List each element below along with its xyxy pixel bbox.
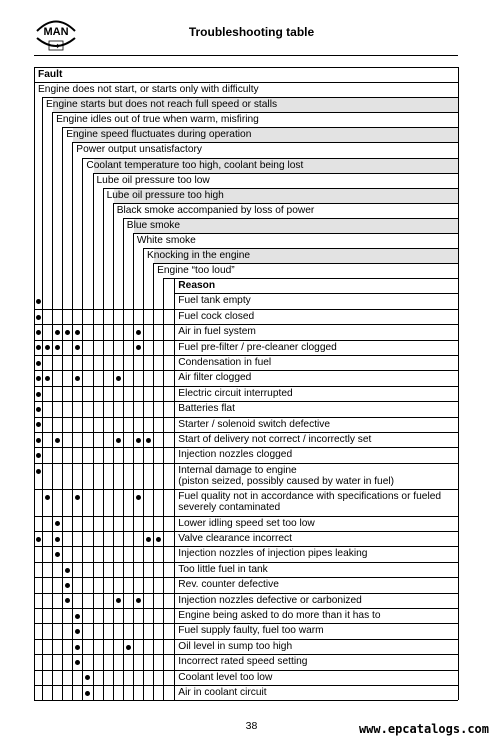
reason-label: Fuel quality not in accordance with specifications or fueled severely contaminated xyxy=(178,491,442,514)
fault-header: Fault xyxy=(38,69,63,80)
fault-label: Engine “too loud” xyxy=(157,265,235,277)
table-border-right xyxy=(458,67,459,700)
site-url: www.epcatalogs.com xyxy=(358,722,489,736)
fault-mark-dot xyxy=(45,376,50,381)
row-rule xyxy=(34,340,458,341)
fault-mark-dot xyxy=(36,469,41,474)
fault-mark-dot xyxy=(55,521,60,526)
row-rule xyxy=(34,562,458,563)
fault-label: Power output unsatisfactory xyxy=(76,144,203,156)
fault-column-line xyxy=(163,278,164,700)
fault-mark-dot xyxy=(85,691,90,696)
fault-mark-dot xyxy=(75,495,80,500)
fault-band xyxy=(134,218,458,233)
fault-mark-dot xyxy=(85,675,90,680)
fault-mark-dot xyxy=(55,345,60,350)
fault-mark-dot xyxy=(156,537,161,542)
reason-label: Start of delivery not correct / incorrectly set xyxy=(178,434,372,445)
fault-column-line xyxy=(82,158,83,701)
reason-column-line xyxy=(174,278,175,700)
reason-label: Too little fuel in tank xyxy=(178,563,268,575)
row-rule xyxy=(34,608,458,609)
row-rule xyxy=(34,593,458,594)
fault-mark-dot xyxy=(45,345,50,350)
fault-mark-dot xyxy=(36,315,41,320)
row-rule xyxy=(34,386,458,387)
fault-mark-dot xyxy=(116,376,121,381)
fault-mark-dot xyxy=(116,438,121,443)
fault-column-line xyxy=(52,112,53,700)
reason-label: Fuel tank empty xyxy=(178,295,251,307)
fault-mark-dot xyxy=(55,438,60,443)
reason-label: Valve clearance incorrect xyxy=(178,533,292,544)
fault-mark-dot xyxy=(55,330,60,335)
fault-mark-dot xyxy=(75,645,80,650)
fault-mark-dot xyxy=(116,598,121,603)
reason-label: Incorrect rated speed setting xyxy=(178,656,308,668)
fault-mark-dot xyxy=(136,598,141,603)
fault-column-line xyxy=(72,142,73,700)
reason-label: Rev. counter defective xyxy=(178,579,279,591)
reason-label: Injection nozzles defective or carbonized xyxy=(178,594,362,606)
row-rule xyxy=(34,447,458,448)
fault-column-line xyxy=(42,97,43,700)
row-rule xyxy=(34,401,458,402)
reason-label: Starter / solenoid switch defective xyxy=(178,418,331,430)
fault-mark-dot xyxy=(36,330,41,335)
fault-mark-dot xyxy=(36,453,41,458)
fault-label: Black smoke accompanied by loss of power xyxy=(116,204,315,216)
fault-label: Lube oil pressure too low xyxy=(96,174,210,186)
fault-label: Engine speed fluctuates during operation xyxy=(66,129,252,141)
reason-label: Fuel pre-filter / pre-cleaner clogged xyxy=(178,341,337,353)
fault-mark-dot xyxy=(65,583,70,588)
fault-mark-dot xyxy=(65,330,70,335)
fault-label: Engine starts but does not reach full speed or stalls xyxy=(46,99,278,111)
reason-label: Fuel supply faulty, fuel too warm xyxy=(178,625,324,637)
row-rule xyxy=(34,370,458,371)
row-rule xyxy=(34,700,458,701)
row-rule xyxy=(34,531,458,532)
fault-label: Knocking in the engine xyxy=(147,250,251,262)
reason-label: Air in fuel system xyxy=(178,326,256,338)
fault-mark-dot xyxy=(75,376,80,381)
fault-mark-dot xyxy=(65,598,70,603)
fault-mark-dot xyxy=(55,552,60,557)
reason-label: Batteries flat xyxy=(178,403,235,415)
reason-label: Condensation in fuel xyxy=(178,357,272,368)
fault-mark-dot xyxy=(36,376,41,381)
fault-mark-dot xyxy=(36,392,41,397)
fault-label: Engine does not start, or starts only with difficulty xyxy=(38,84,259,95)
reason-label: Injection nozzles clogged xyxy=(178,449,293,461)
fault-mark-dot xyxy=(36,299,41,304)
fault-column-line xyxy=(113,203,114,701)
fault-mark-dot xyxy=(36,422,41,427)
row-rule xyxy=(34,577,458,578)
fault-mark-dot xyxy=(146,438,151,443)
fault-column-line xyxy=(103,188,104,701)
row-rule xyxy=(34,324,458,325)
reason-label: Internal damage to engine (piston seized, possibly caused by water in fuel) xyxy=(178,464,395,487)
fault-mark-dot xyxy=(136,330,141,335)
table-border-top xyxy=(34,67,458,68)
reason-label: Fuel cock closed xyxy=(178,310,255,322)
row-rule xyxy=(34,623,458,624)
fault-mark-dot xyxy=(36,407,41,412)
reason-label: Oil level in sump too high xyxy=(178,640,293,652)
row-rule xyxy=(34,516,458,517)
fault-mark-dot xyxy=(75,330,80,335)
fault-column-line xyxy=(133,233,134,700)
reason-header: Reason xyxy=(178,280,216,292)
fault-mark-dot xyxy=(75,614,80,619)
row-rule xyxy=(34,463,458,464)
reason-header-rule xyxy=(174,293,458,294)
logo-text: MAN xyxy=(43,26,69,38)
row-rule xyxy=(34,546,458,547)
row-rule xyxy=(34,432,458,433)
fault-column-line xyxy=(62,127,63,700)
fault-label: Engine idles out of true when warm, misfiring xyxy=(56,114,259,126)
fault-mark-dot xyxy=(36,438,41,443)
fault-mark-dot xyxy=(126,645,131,650)
page-title: Troubleshooting table xyxy=(188,25,315,39)
reason-label: Coolant level too low xyxy=(178,671,273,683)
row-rule xyxy=(34,685,458,686)
fault-mark-dot xyxy=(65,568,70,573)
table-border-left xyxy=(34,67,35,700)
fault-mark-dot xyxy=(75,629,80,634)
fault-label: Coolant temperature too high, coolant being lost xyxy=(86,159,304,171)
fault-mark-dot xyxy=(136,438,141,443)
reason-label: Injection nozzles of injection pipes leaking xyxy=(178,548,368,560)
reason-label: Engine being asked to do more than it has to xyxy=(178,610,381,621)
row-rule xyxy=(34,639,458,640)
reason-label: Air filter clogged xyxy=(178,372,252,384)
fault-mark-dot xyxy=(75,660,80,665)
reason-label: Electric circuit interrupted xyxy=(178,387,293,399)
fault-mark-dot xyxy=(45,495,50,500)
row-rule xyxy=(34,489,458,490)
fault-mark-dot xyxy=(146,537,151,542)
row-rule xyxy=(34,654,458,655)
fault-column-line xyxy=(153,263,154,700)
fault-label: Lube oil pressure too high xyxy=(106,189,224,201)
fault-mark-dot xyxy=(36,361,41,366)
row-rule xyxy=(34,417,458,418)
fault-column-line xyxy=(123,218,124,701)
row-rule xyxy=(34,670,458,671)
fault-mark-dot xyxy=(136,495,141,500)
reason-label: Lower idling speed set too low xyxy=(178,517,315,529)
fault-mark-dot xyxy=(75,345,80,350)
fault-label: White smoke xyxy=(136,235,196,246)
row-rule xyxy=(34,355,458,356)
fault-column-line xyxy=(143,248,144,700)
fault-mark-dot xyxy=(55,537,60,542)
row-rule xyxy=(34,309,458,310)
fault-mark-dot xyxy=(136,345,141,350)
fault-label: Blue smoke xyxy=(126,219,181,231)
fault-mark-dot xyxy=(36,345,41,350)
reason-label: Air in coolant circuit xyxy=(178,687,267,698)
page-number: 38 xyxy=(245,720,258,732)
fault-mark-dot xyxy=(36,537,41,542)
fault-column-line xyxy=(93,173,94,701)
